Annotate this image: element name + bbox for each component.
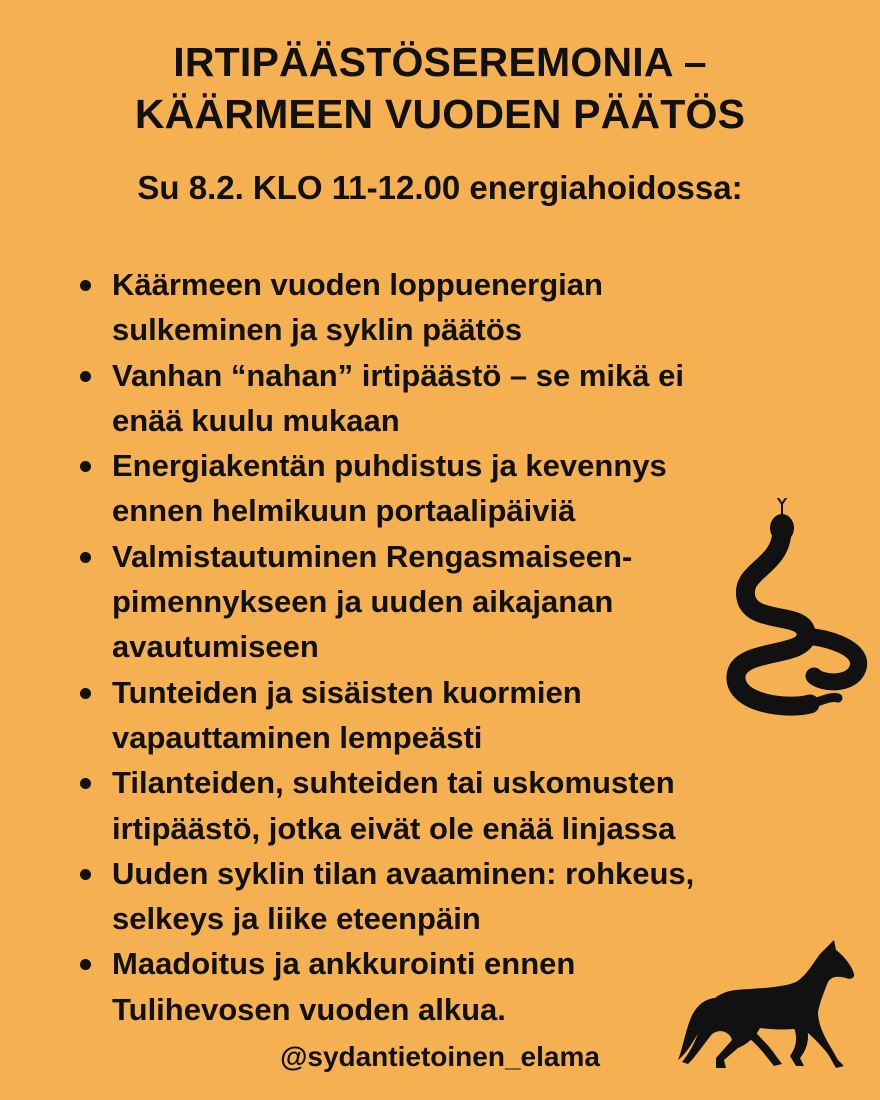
list-item	[76, 534, 796, 670]
title-line-1: IRTIPÄÄSTÖSEREMONIA –	[173, 39, 707, 85]
list-item-line: Valmistautuminen Rengasmaiseen-	[112, 538, 633, 574]
list-item-line: Käärmeen vuoden loppuenergian	[112, 267, 603, 302]
bullet-dot	[80, 688, 91, 699]
list-item	[76, 262, 796, 353]
list-item-line: Energiakentän puhdistus ja kevennys	[112, 448, 667, 484]
list-item-line: sulkeminen ja syklin päätös	[112, 312, 523, 348]
bullet-dot	[80, 371, 91, 382]
list-item	[76, 353, 796, 444]
list-item-line: ennen helmikuun portaalipäiviä	[112, 493, 576, 529]
list-item-line: Uuden syklin tilan avaaminen: rohkeus,	[112, 855, 695, 891]
list-item-line: Tilanteiden, suhteiden tai uskomusten	[112, 765, 675, 801]
list-item-line: avautumiseen	[112, 629, 319, 665]
bullet-dot	[80, 869, 91, 880]
list-item-line: vapauttaminen lempeästi	[112, 719, 483, 755]
list-item-line: Maadoitus ja ankkurointi ennen	[112, 946, 576, 982]
bullet-dot	[80, 959, 91, 970]
bullet-dot	[80, 552, 91, 563]
list-item-line: Tunteiden ja sisäisten kuormien	[112, 674, 582, 710]
list-item	[76, 760, 796, 851]
list-item	[76, 851, 796, 942]
list-item-line: enää kuulu mukaan	[112, 402, 400, 438]
list-item-line: Tulihevosen vuoden alkua.	[112, 991, 506, 1027]
bullet-dot	[80, 778, 91, 789]
list-item	[76, 443, 796, 534]
list-item	[76, 670, 796, 761]
event-time-subtitle: Su 8.2. KLO 11-12.00 energiahoidossa:	[137, 169, 743, 206]
snake-icon	[718, 498, 868, 720]
list-item-line: pimennykseen ja uuden aikajanan	[112, 584, 614, 620]
list-item-line: Vanhan “nahan” irtipäästö – se mikä ei	[112, 357, 684, 393]
list-item-line: selkeys ja liike eteenpäin	[112, 901, 481, 937]
page-title	[0, 36, 880, 140]
social-handle: @sydantietoinen_elama	[280, 1041, 600, 1072]
list-item-line: irtipäästö, jotka eivät ole enää linjassa	[112, 810, 676, 846]
topic-list	[76, 262, 796, 1032]
title-line-2: KÄÄRMEEN VUODEN PÄÄTÖS	[134, 91, 746, 137]
bullet-dot	[80, 280, 91, 291]
bullet-dot	[80, 461, 91, 472]
